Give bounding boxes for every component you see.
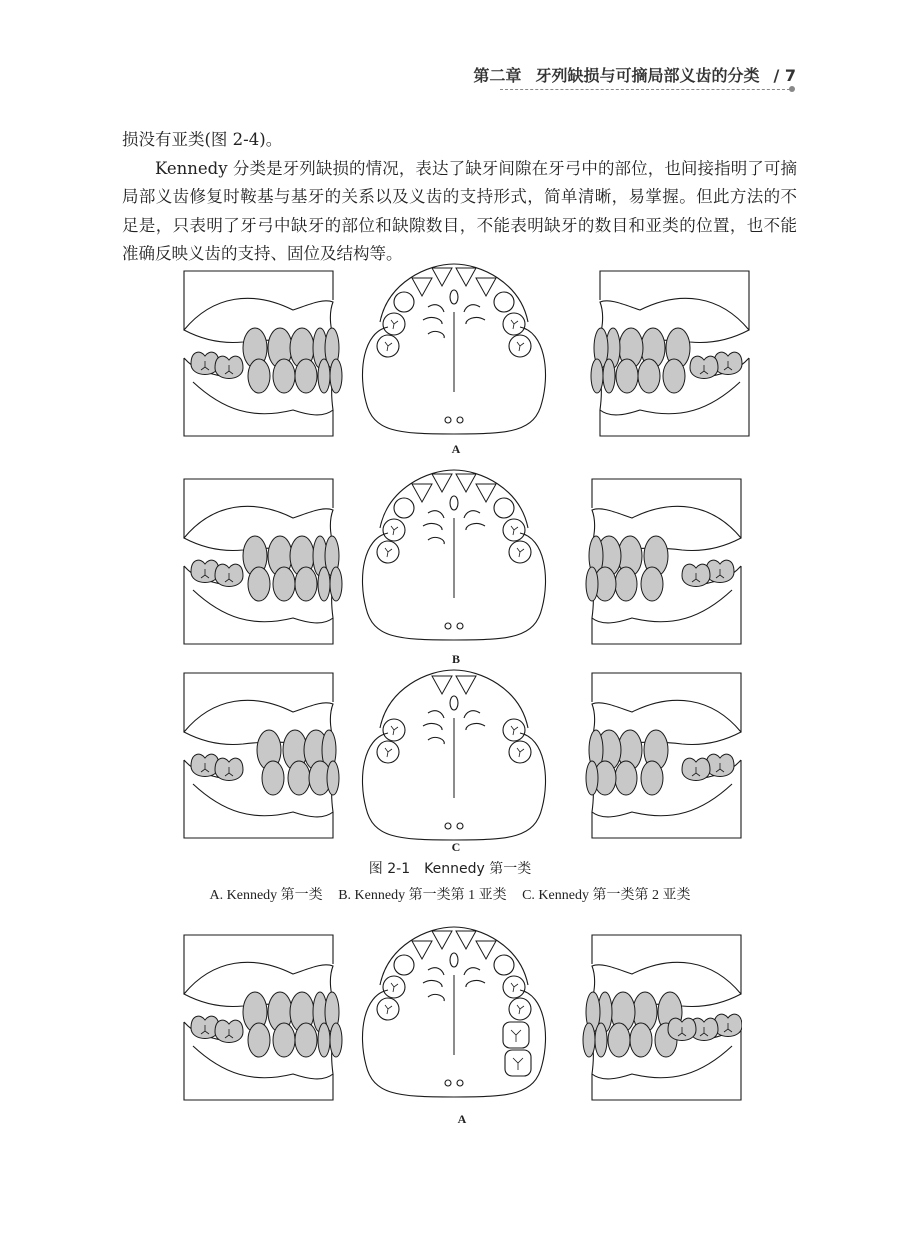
incisive-papilla: [450, 953, 458, 967]
lower-tooth: [262, 761, 284, 795]
palatal-ruga: [466, 523, 485, 530]
header-divider: [500, 89, 790, 90]
body-text: [122, 126, 797, 269]
canine-tooth: [494, 498, 514, 518]
lower-tooth: [630, 1023, 652, 1057]
header-divider-dot: [789, 86, 795, 92]
side-view-group: [591, 271, 749, 436]
side-view-right: [570, 672, 742, 844]
palatal-ruga: [423, 317, 442, 324]
side-view-left: [183, 672, 355, 844]
premolar-fissure: [385, 1005, 392, 1014]
lower-tooth: [288, 761, 310, 795]
molar-fissure: [511, 1030, 521, 1042]
foveola: [457, 623, 463, 629]
lower-tooth: [330, 1023, 342, 1057]
page-number: / 7: [773, 66, 796, 85]
lower-tooth: [616, 359, 638, 393]
lower-tooth: [586, 761, 598, 795]
lower-tooth: [583, 1023, 595, 1057]
foveola: [457, 417, 463, 423]
incisor-tooth: [432, 931, 452, 949]
palatal-ruga: [466, 980, 485, 987]
lower-tooth: [586, 567, 598, 601]
side-view-drawing: [183, 270, 355, 438]
lower-tooth: [318, 1023, 330, 1057]
incisor-tooth: [456, 931, 476, 949]
palatal-ruga: [428, 994, 444, 1001]
incisor-tooth: [412, 941, 432, 959]
subcaption-a: A. Kennedy 第一类: [209, 888, 323, 903]
incisor-tooth: [412, 278, 432, 296]
subcaption-c: C. Kennedy 第一类第 2 亚类: [522, 888, 691, 903]
side-view-drawing: [570, 934, 742, 1102]
incisor-tooth: [456, 676, 476, 694]
lower-tooth: [295, 359, 317, 393]
lower-tooth: [615, 761, 637, 795]
side-view-left: [183, 478, 355, 650]
premolar-fissure: [511, 983, 518, 992]
incisor-tooth: [412, 484, 432, 502]
lower-tooth: [318, 567, 330, 601]
premolar-fissure: [391, 526, 398, 535]
side-view-drawing: [183, 934, 355, 1102]
lower-tooth: [248, 359, 270, 393]
side-view-group: [184, 673, 339, 838]
canine-tooth: [394, 292, 414, 312]
panel-label: C: [451, 840, 461, 854]
chapter-title: 牙列缺损与可摘局部义齿的分类: [535, 66, 760, 85]
premolar-fissure: [391, 726, 398, 735]
palate-drawing: [358, 925, 550, 1103]
premolar-fissure: [517, 548, 524, 557]
lower-tooth: [641, 567, 663, 601]
lower-tooth: [638, 359, 660, 393]
palate-drawing: [358, 468, 550, 646]
incisive-papilla: [450, 496, 458, 510]
side-view-drawing: [183, 478, 355, 646]
molar-fissure: [513, 1058, 523, 1070]
chapter-number: 第二章: [473, 66, 522, 85]
premolar-fissure: [517, 748, 524, 757]
lower-tooth: [327, 761, 339, 795]
canine-tooth: [494, 955, 514, 975]
side-view-group: [184, 271, 342, 436]
palatal-ruga: [464, 305, 480, 312]
canine-tooth: [394, 498, 414, 518]
lower-tooth: [295, 1023, 317, 1057]
side-view-left: [183, 270, 355, 442]
incisive-papilla: [450, 290, 458, 304]
palatal-ruga: [464, 511, 480, 518]
lower-tooth: [330, 359, 342, 393]
incisor-tooth: [476, 278, 496, 296]
side-view-group: [586, 479, 741, 644]
premolar-fissure: [385, 748, 392, 757]
premolar-fissure: [391, 320, 398, 329]
lower-tooth: [615, 567, 637, 601]
palate-occlusal-view: [358, 925, 550, 1107]
paragraph: 损没有亚类(图 2-4)。: [122, 130, 283, 149]
palatal-ruga: [428, 968, 444, 975]
side-view-right: [570, 934, 742, 1106]
lower-tooth: [663, 359, 685, 393]
panel-label: B: [451, 652, 460, 666]
palatal-ruga: [466, 317, 485, 324]
incisor-tooth: [476, 941, 496, 959]
premolar-fissure: [511, 726, 518, 735]
lower-tooth: [330, 567, 342, 601]
premolar-fissure: [385, 548, 392, 557]
incisor-tooth: [432, 474, 452, 492]
figure-caption: 图 2-1 Kennedy 第一类: [368, 861, 532, 877]
palatal-ruga: [423, 980, 442, 987]
figure-subcaption: [0, 884, 900, 904]
palatal-ruga: [466, 723, 485, 730]
palatal-ruga: [423, 523, 442, 530]
side-view-group: [583, 935, 742, 1100]
lower-tooth: [595, 1023, 607, 1057]
palate-occlusal-view: [358, 668, 550, 850]
side-view-group: [184, 479, 342, 644]
lower-tooth: [608, 1023, 630, 1057]
lower-tooth: [318, 359, 330, 393]
lower-tooth: [603, 359, 615, 393]
lower-tooth: [273, 359, 295, 393]
premolar-fissure: [385, 342, 392, 351]
incisor-tooth: [476, 484, 496, 502]
foveola: [445, 1080, 451, 1086]
side-view-right: [570, 478, 742, 650]
foveola: [457, 823, 463, 829]
palatal-ruga: [428, 711, 444, 718]
incisor-tooth: [456, 268, 476, 286]
palatal-ruga: [464, 711, 480, 718]
lower-tooth: [248, 1023, 270, 1057]
palate-drawing: [358, 262, 550, 440]
panel-label: A: [457, 1112, 467, 1126]
premolar-fissure: [517, 1005, 524, 1014]
premolar-fissure: [511, 320, 518, 329]
palatal-ruga: [428, 331, 444, 338]
foveola: [457, 1080, 463, 1086]
foveola: [445, 417, 451, 423]
palatal-ruga: [464, 968, 480, 975]
side-view-drawing: [570, 672, 742, 840]
palate-drawing: [358, 668, 550, 846]
palatal-ruga: [428, 305, 444, 312]
side-view-drawing: [578, 270, 750, 438]
side-view-group: [586, 673, 741, 838]
lower-tooth: [295, 567, 317, 601]
palatal-ruga: [428, 537, 444, 544]
side-view-left: [183, 934, 355, 1106]
side-view-drawing: [183, 672, 355, 840]
incisor-tooth: [432, 676, 452, 694]
palate-occlusal-view: [358, 468, 550, 650]
side-view-group: [184, 935, 342, 1100]
lower-tooth: [273, 1023, 295, 1057]
foveola: [445, 823, 451, 829]
palate-occlusal-view: [358, 262, 550, 444]
premolar-fissure: [391, 983, 398, 992]
lower-tooth: [273, 567, 295, 601]
foveola: [445, 623, 451, 629]
lower-tooth: [591, 359, 603, 393]
incisor-tooth: [432, 268, 452, 286]
side-view-drawing: [570, 478, 742, 646]
paragraph: Kennedy 分类是牙列缺损的情况，表达了缺牙间隙在牙弓中的部位，也间接指明了可摘局部义齿修复时鞍基与基牙的关系以及义齿的支持形式，简单清晰，易掌握。但此方法的不足是，只表明了牙弓中缺牙的部位和缺隙数目，不能表明缺牙的数目和亚类的位置，也不能准确反映义齿的支持、固位及结构等。: [122, 158, 797, 263]
canine-tooth: [494, 292, 514, 312]
lower-tooth: [641, 761, 663, 795]
premolar-fissure: [511, 526, 518, 535]
subcaption-b: B. Kennedy 第一类第 1 亚类: [338, 888, 507, 903]
palatal-ruga: [428, 511, 444, 518]
incisor-tooth: [456, 474, 476, 492]
canine-tooth: [394, 955, 414, 975]
premolar-fissure: [517, 342, 524, 351]
lower-tooth: [248, 567, 270, 601]
incisive-papilla: [450, 696, 458, 710]
running-header: [473, 63, 796, 86]
palatal-ruga: [428, 737, 444, 744]
panel-label: A: [451, 442, 461, 456]
palatal-ruga: [423, 723, 442, 730]
side-view-right: [578, 270, 750, 442]
